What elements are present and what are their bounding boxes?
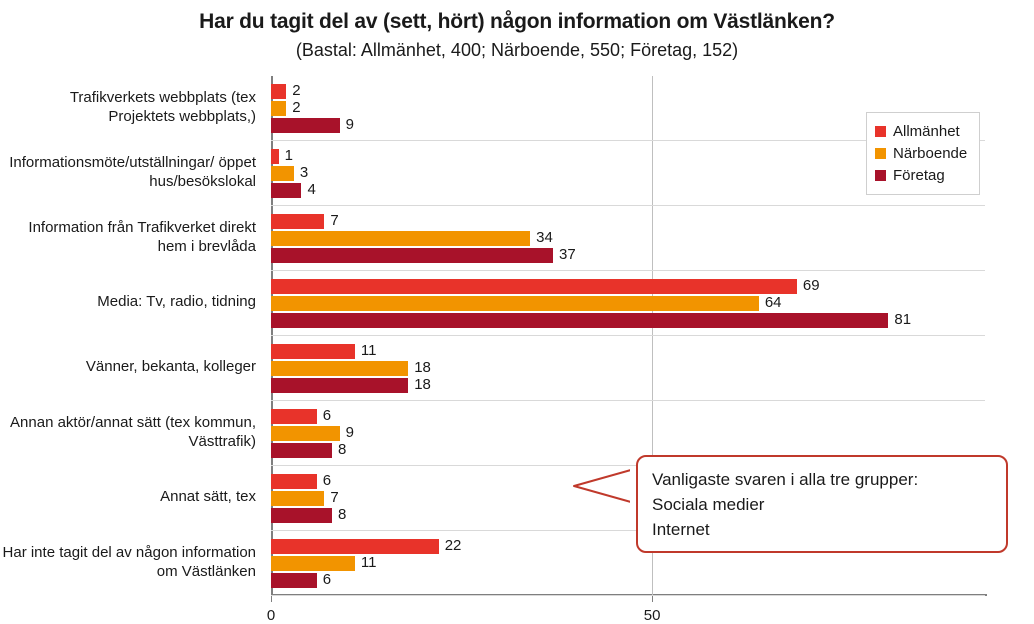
- category-separator: [271, 205, 985, 206]
- bar: [271, 279, 797, 294]
- bar: [271, 101, 286, 116]
- x-axis-tick-label: 50: [643, 607, 661, 624]
- bar-group-item: [271, 378, 987, 393]
- category-label: Vänner, bekanta, kolleger: [85, 358, 256, 375]
- category-label: Informationsmöte/utställningar/ öppet hus/besökslokal: [9, 153, 256, 190]
- bar: [271, 573, 317, 588]
- bar: [271, 344, 355, 359]
- bar-value-label: 2: [292, 82, 301, 99]
- bar-value-label: 6: [322, 571, 332, 588]
- bar-value-label: 64: [764, 294, 782, 311]
- callout-line: Vanligaste svaren i alla tre grupper:: [652, 470, 919, 489]
- bar-value-label: 18: [414, 359, 431, 376]
- legend-item[interactable]: [875, 120, 971, 142]
- bar-group-item: [271, 556, 987, 571]
- bar: [271, 443, 332, 458]
- legend: [866, 112, 980, 195]
- bar: [271, 426, 340, 441]
- chart-subtitle: (Bastal: Allmänhet, 400; Närboende, 550; Företag, 152): [295, 40, 739, 60]
- bar-group-item: [271, 231, 987, 246]
- legend-label: Närboende: [893, 144, 968, 162]
- category-label: Trafikverkets webbplats (tex Projektets webbplats,): [69, 88, 256, 125]
- bar-group-item: [271, 313, 987, 328]
- legend-swatch-icon: [875, 170, 886, 181]
- bar-group-item: [271, 84, 987, 99]
- x-axis-tick: [271, 596, 272, 602]
- bar-value-label: 22: [444, 537, 462, 554]
- bar: [271, 149, 279, 164]
- legend-label: Företag: [893, 166, 945, 184]
- legend-item[interactable]: [875, 164, 971, 186]
- bar-group-item: [271, 361, 987, 376]
- bar-group-item: [271, 573, 987, 588]
- bar-value-label: 37: [559, 246, 576, 263]
- bar: [271, 248, 553, 263]
- bar: [271, 296, 759, 311]
- category-separator: [271, 400, 985, 401]
- category-separator: [271, 595, 985, 596]
- bar-value-label: 8: [337, 441, 347, 458]
- bar-value-label: 69: [802, 277, 820, 294]
- callout-line: Internet: [652, 520, 710, 539]
- category-label: Annat sätt, tex: [160, 488, 256, 505]
- bar: [271, 409, 317, 424]
- bar-value-label: 11: [360, 342, 377, 359]
- legend-swatch-icon: [875, 126, 886, 137]
- x-axis-tick-label: 0: [266, 607, 276, 624]
- bar: [271, 118, 340, 133]
- legend-item[interactable]: [875, 142, 971, 164]
- bar-value-label: 34: [536, 229, 553, 246]
- bar-value-label: 2: [292, 99, 301, 116]
- legend-swatch-icon: [875, 148, 886, 159]
- bar-value-label: 11: [360, 554, 377, 571]
- bar: [271, 491, 324, 506]
- category-label: Information från Trafikverket direkt hem i brevlåda: [28, 218, 256, 255]
- bar-value-label: 81: [894, 311, 912, 328]
- callout-pointer-icon: [570, 462, 640, 510]
- bar-group-item: [271, 248, 987, 263]
- bar-group-item: [271, 426, 987, 441]
- category-separator: [271, 270, 985, 271]
- bar: [271, 166, 294, 181]
- category-label: Har inte tagit del av någon information om Västlänken: [2, 543, 256, 580]
- bar-value-label: 7: [330, 212, 339, 229]
- legend-label: Allmänhet: [893, 122, 960, 140]
- bar: [271, 214, 324, 229]
- bar-group-item: [271, 214, 987, 229]
- bar: [271, 539, 439, 554]
- bar: [271, 84, 286, 99]
- category-label: Annan aktör/annat sätt (tex kommun, Västtrafik): [10, 413, 256, 450]
- bar-value-label: 9: [345, 424, 354, 441]
- category-label: Media: Tv, radio, tidning: [97, 293, 256, 310]
- callout-line: Sociala medier: [652, 495, 765, 514]
- x-axis-tick: [652, 596, 653, 602]
- bar-value-label: 6: [322, 407, 332, 424]
- category-axis-labels: [0, 76, 262, 596]
- bar-group-item: [271, 296, 987, 311]
- bar: [271, 556, 355, 571]
- bar: [271, 313, 888, 328]
- callout-box: [636, 455, 1008, 553]
- bar-value-label: 7: [330, 489, 339, 506]
- title-block: [0, 10, 1034, 61]
- bar-group-item: [271, 279, 987, 294]
- bar-group-item: [271, 409, 987, 424]
- bar: [271, 508, 332, 523]
- bar-value-label: 18: [414, 376, 431, 393]
- bar-value-label: 3: [299, 164, 309, 181]
- bar-value-label: 8: [337, 506, 347, 523]
- category-separator: [271, 335, 985, 336]
- bar-value-label: 1: [284, 147, 293, 164]
- bar: [271, 474, 317, 489]
- bar-value-label: 9: [345, 116, 354, 133]
- page-title: Har du tagit del av (sett, hört) någon information om Västlänken?: [199, 10, 835, 33]
- bar: [271, 231, 530, 246]
- bar: [271, 361, 408, 376]
- bar: [271, 183, 301, 198]
- bar-value-label: 4: [307, 181, 316, 198]
- bar-group-item: [271, 344, 987, 359]
- bar-value-label: 6: [322, 472, 332, 489]
- bar: [271, 378, 408, 393]
